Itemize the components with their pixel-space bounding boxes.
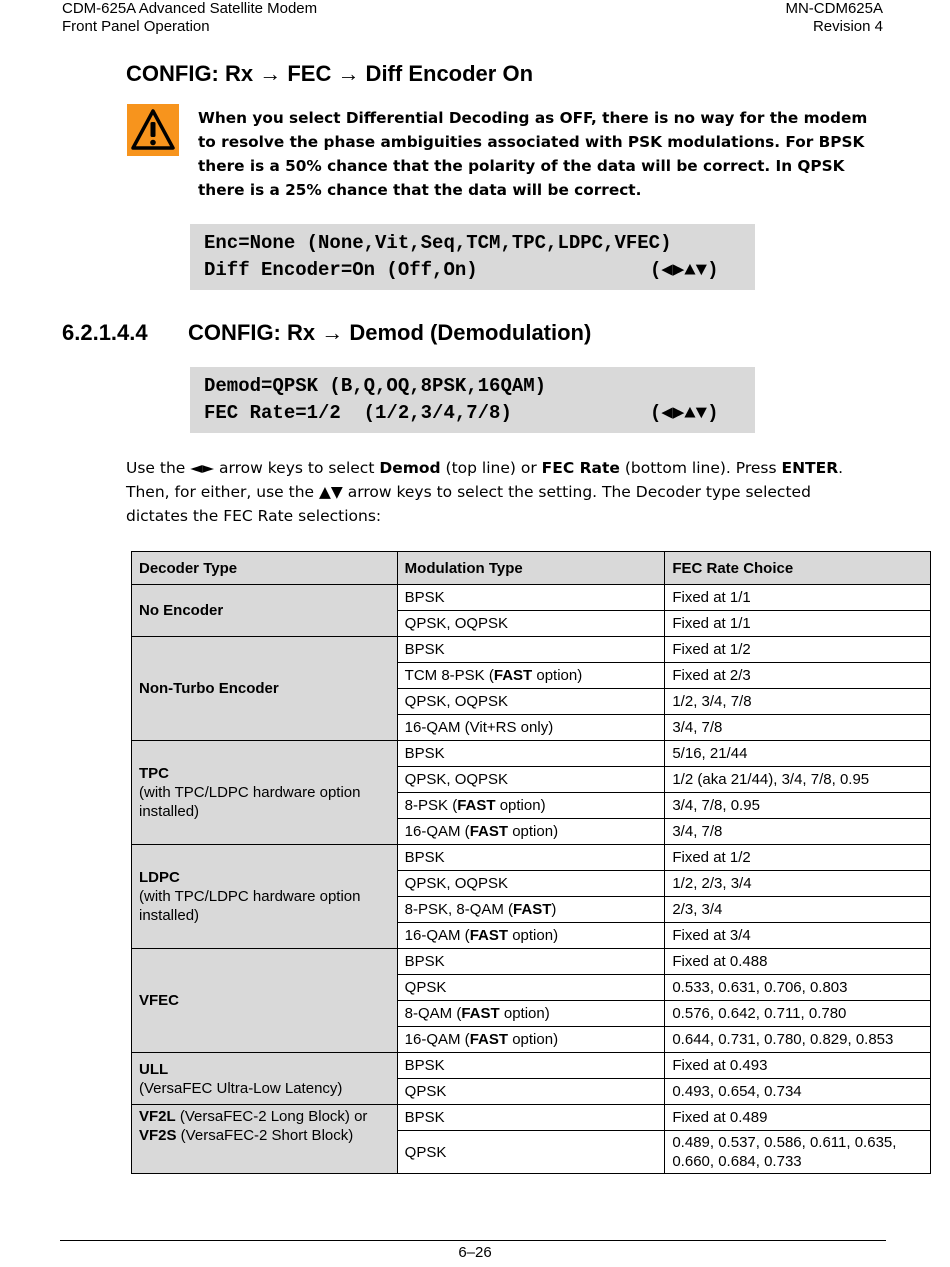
modulation-cell: BPSK	[397, 585, 665, 611]
modulation-cell: QPSK, OQPSK	[397, 767, 665, 793]
fec-cell: Fixed at 2/3	[665, 663, 931, 689]
decoder-cell	[132, 741, 398, 845]
fec-cell: Fixed at 3/4	[665, 923, 931, 949]
lcd-line-2-text: Diff Encoder=On (Off,On)	[204, 259, 478, 281]
table-header-row	[132, 552, 931, 585]
table-row	[132, 1105, 931, 1131]
revision: Revision 4	[812, 18, 883, 35]
fec-cell: Fixed at 0.493	[665, 1053, 931, 1079]
mod-bold: FAST	[513, 901, 552, 918]
table-row	[132, 585, 931, 611]
para-text: (bottom line). Press	[619, 459, 782, 477]
mod-text: option)	[532, 667, 583, 684]
decoder-cell	[132, 637, 398, 741]
table-row	[132, 949, 931, 975]
manual-number: MN-CDM625A	[785, 0, 883, 17]
fec-cell: 5/16, 21/44	[665, 741, 931, 767]
mod-bold: FAST	[469, 1031, 509, 1048]
mod-text: )	[551, 901, 557, 918]
page-number: 6–26	[458, 1244, 492, 1261]
modulation-cell	[397, 663, 665, 689]
page-header-right	[785, 0, 883, 36]
table-row	[132, 1053, 931, 1079]
decoder-cell	[132, 1053, 398, 1105]
mod-text: 16-QAM (	[404, 1031, 470, 1048]
decoder-line	[139, 1107, 390, 1126]
table-header-cell: FEC Rate Choice	[665, 552, 931, 585]
table-row	[132, 741, 931, 767]
decoder-name: ULL	[139, 1060, 169, 1078]
modulation-cell	[397, 897, 665, 923]
mod-text: 8-PSK, 8-QAM (	[404, 901, 514, 918]
subsection-title: CONFIG: Rx → Demod (Demodulation)	[188, 320, 592, 345]
para-bold: Demod	[379, 459, 441, 477]
fec-cell: 0.644, 0.731, 0.780, 0.829, 0.853	[665, 1027, 931, 1053]
mod-text: 8-PSK (	[404, 797, 458, 814]
para-text: (top line) or	[440, 459, 542, 477]
modulation-cell	[397, 819, 665, 845]
mod-text: option)	[508, 1031, 559, 1048]
decoder-note: (with TPC/LDPC hardware option installed)	[139, 784, 361, 820]
footer-rule	[60, 1240, 886, 1241]
mod-bold: FAST	[461, 1005, 500, 1022]
lcd-display-demod	[190, 367, 755, 433]
decoder-name: TPC	[139, 765, 169, 782]
lcd-line-2-text: FEC Rate=1/2 (1/2,3/4,7/8)	[204, 402, 512, 424]
mod-text: TCM 8-PSK (	[404, 667, 494, 684]
modulation-cell: BPSK	[397, 1053, 665, 1079]
table-row	[132, 637, 931, 663]
modulation-cell: BPSK	[397, 637, 665, 663]
modulation-cell	[397, 1027, 665, 1053]
lcd-line-1: Enc=None (None,Vit,Seq,TCM,TPC,LDPC,VFEC)	[204, 232, 672, 254]
decoder-cell	[132, 585, 398, 637]
mod-text: 16-QAM (	[404, 823, 470, 840]
fec-cell: 1/2, 3/4, 7/8	[665, 689, 931, 715]
fec-cell: Fixed at 1/2	[665, 845, 931, 871]
modulation-cell: QPSK	[397, 1079, 665, 1105]
decoder-note: (VersaFEC-2 Long Block) or	[175, 1108, 368, 1125]
para-text: . Then, for either, use the ▲▼ arrow keys to select the setting. The Decoder type selected dictates the FEC Rate selections:	[126, 459, 844, 525]
modulation-cell: QPSK, OQPSK	[397, 689, 665, 715]
fec-cell: 3/4, 7/8	[665, 715, 931, 741]
decoder-cell	[132, 1105, 398, 1174]
fec-cell: Fixed at 1/1	[665, 611, 931, 637]
decoder-line	[139, 1126, 390, 1145]
arrow-keys-icon: (◀▶▲▼)	[650, 259, 719, 281]
mod-text: 16-QAM (	[404, 927, 470, 944]
mod-text: option)	[508, 823, 559, 840]
modulation-cell	[397, 1001, 665, 1027]
page-header-left	[62, 0, 317, 36]
para-bold: ENTER	[781, 459, 839, 477]
decoder-fec-table	[131, 551, 931, 1174]
table-header-cell: Decoder Type	[132, 552, 398, 585]
fec-cell: 2/3, 3/4	[665, 897, 931, 923]
mod-text: 8-QAM (	[404, 1005, 462, 1022]
decoder-name: LDPC	[139, 869, 180, 886]
decoder-note: (VersaFEC Ultra-Low Latency)	[139, 1079, 343, 1097]
decoder-name: No Encoder	[139, 602, 224, 619]
warning-text: When you select Differential Decoding as OFF, there is no way for the modem to resolve the phase ambiguities associated with PSK modulations. For BPSK there is a 50% chance that the polarity of the data will be correct. In QPSK there is a 25% chance that the data will be correct.	[198, 109, 868, 199]
lcd-display-encoder	[190, 224, 755, 290]
decoder-name: VF2S	[139, 1127, 177, 1144]
modulation-cell: QPSK	[397, 975, 665, 1001]
table-row	[132, 845, 931, 871]
fec-cell: 0.489, 0.537, 0.586, 0.611, 0.635, 0.660, 0.684, 0.733	[665, 1131, 931, 1174]
decoder-name: VF2L	[139, 1108, 176, 1125]
modulation-cell: BPSK	[397, 1105, 665, 1131]
fec-cell: 0.533, 0.631, 0.706, 0.803	[665, 975, 931, 1001]
decoder-cell	[132, 845, 398, 949]
modulation-cell: 16-QAM (Vit+RS only)	[397, 715, 665, 741]
fec-cell: Fixed at 0.489	[665, 1105, 931, 1131]
subsection-heading	[62, 320, 591, 346]
fec-cell: 3/4, 7/8	[665, 819, 931, 845]
fec-cell: Fixed at 0.488	[665, 949, 931, 975]
arrow-keys-icon: (◀▶▲▼)	[650, 402, 719, 424]
fec-cell: Fixed at 1/2	[665, 637, 931, 663]
mod-text: option)	[495, 797, 546, 814]
mod-bold: FAST	[469, 823, 509, 840]
warning-icon	[127, 104, 179, 156]
section-heading: CONFIG: Rx → FEC → Diff Encoder On	[126, 61, 534, 86]
para-bold: FEC Rate	[541, 459, 620, 477]
modulation-cell	[397, 923, 665, 949]
decoder-note: (VersaFEC-2 Short Block)	[176, 1127, 354, 1144]
fec-cell: 3/4, 7/8, 0.95	[665, 793, 931, 819]
chapter-title: Front Panel Operation	[62, 18, 210, 35]
decoder-name: Non-Turbo Encoder	[139, 680, 279, 697]
mod-text: option)	[508, 927, 559, 944]
decoder-cell	[132, 949, 398, 1053]
decoder-name: VFEC	[139, 992, 180, 1009]
modulation-cell: QPSK, OQPSK	[397, 871, 665, 897]
modulation-cell: QPSK, OQPSK	[397, 611, 665, 637]
fec-cell: 1/2, 2/3, 3/4	[665, 871, 931, 897]
doc-title: CDM-625A Advanced Satellite Modem	[62, 0, 318, 17]
modulation-cell	[397, 793, 665, 819]
lcd-line-2	[204, 400, 755, 427]
subsection-number: 6.2.1.4.4	[62, 320, 148, 345]
fec-cell: 0.576, 0.642, 0.711, 0.780	[665, 1001, 931, 1027]
table-header-cell: Modulation Type	[397, 552, 665, 585]
modulation-cell: BPSK	[397, 741, 665, 767]
modulation-cell: QPSK	[397, 1131, 665, 1174]
mod-bold: FAST	[469, 927, 509, 944]
lcd-line-1: Demod=QPSK (B,Q,OQ,8PSK,16QAM)	[204, 375, 547, 397]
mod-bold: FAST	[457, 797, 496, 814]
modulation-cell: BPSK	[397, 845, 665, 871]
mod-text: option)	[499, 1005, 550, 1022]
mod-bold: FAST	[493, 667, 533, 684]
modulation-cell: BPSK	[397, 949, 665, 975]
para-text: Use the ◄► arrow keys to select	[126, 459, 380, 477]
lcd-line-2	[204, 257, 755, 284]
fec-cell: Fixed at 1/1	[665, 585, 931, 611]
instructions-paragraph	[126, 456, 856, 528]
fec-cell: 1/2 (aka 21/44), 3/4, 7/8, 0.95	[665, 767, 931, 793]
decoder-note: (with TPC/LDPC hardware option installed)	[139, 888, 361, 924]
fec-cell: 0.493, 0.654, 0.734	[665, 1079, 931, 1105]
